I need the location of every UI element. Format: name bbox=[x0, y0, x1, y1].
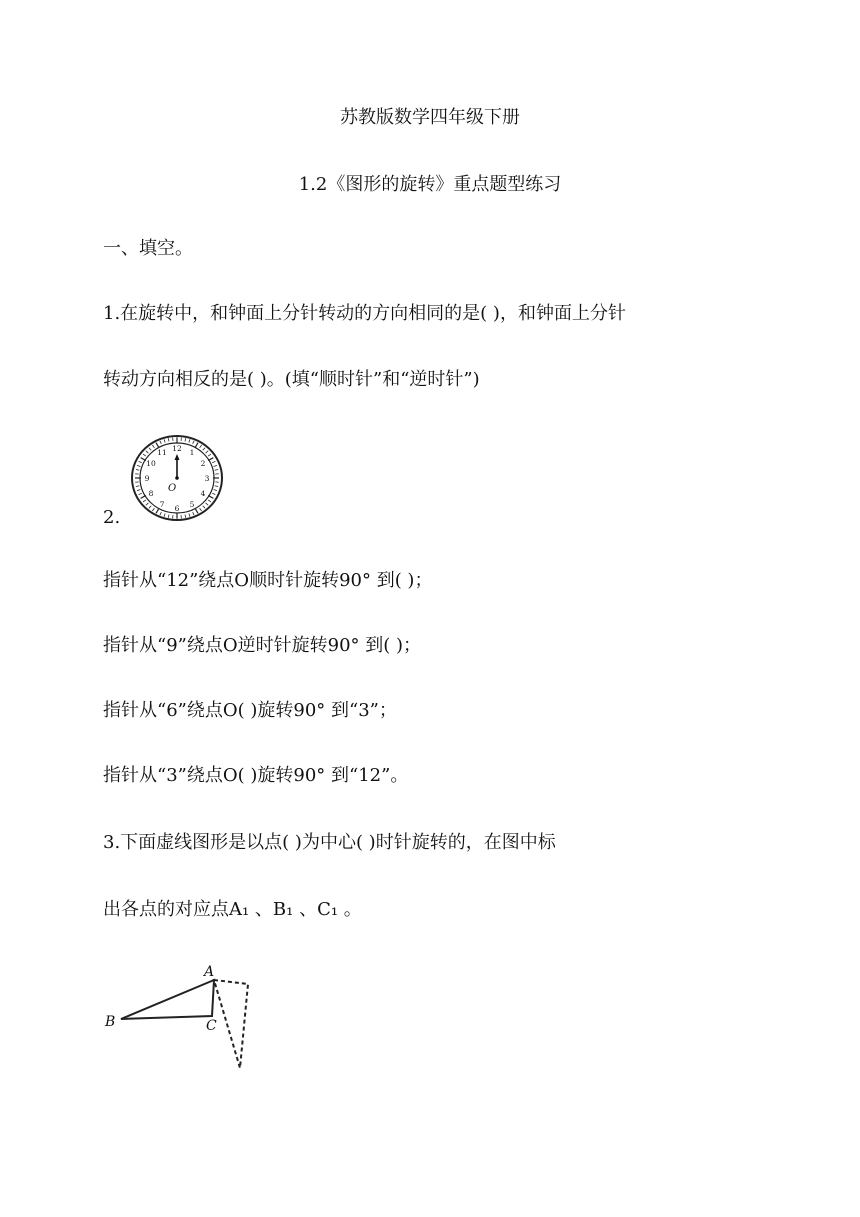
point-b-label: B bbox=[105, 1014, 116, 1030]
question-2-number: 2. bbox=[103, 507, 121, 528]
clock-tick bbox=[195, 508, 198, 513]
clock-center-dot bbox=[175, 476, 179, 480]
rotated-dashed-triangle bbox=[214, 980, 248, 1068]
question-1-line-1: 1.在旋转中，和钟面上分针转动的方向相同的是( )，和钟面上分针 bbox=[103, 303, 626, 324]
clock-tick bbox=[189, 514, 190, 517]
clock-tick bbox=[136, 486, 139, 487]
question-2-line-1: 指针从“12”绕点O顺时针旋转90° 到( )； bbox=[103, 570, 433, 591]
clock-tick bbox=[141, 458, 146, 461]
clock-number: 3 bbox=[204, 474, 210, 483]
clock-tick bbox=[214, 465, 217, 466]
clock-tick bbox=[141, 495, 146, 498]
clock-tick bbox=[185, 438, 186, 441]
clock-tick bbox=[215, 470, 218, 471]
clock-tick bbox=[136, 470, 139, 471]
clock-tick bbox=[189, 439, 190, 442]
clock-tick bbox=[215, 486, 218, 487]
clock-tick bbox=[203, 448, 205, 451]
clock-number: 5 bbox=[189, 499, 195, 509]
clock-tick bbox=[160, 441, 161, 444]
clock-tick bbox=[143, 454, 146, 456]
clock-tick bbox=[152, 445, 154, 448]
clock-tick bbox=[193, 512, 194, 515]
clock-tick bbox=[200, 445, 202, 448]
clock-tick bbox=[137, 465, 140, 466]
clock-tick bbox=[208, 458, 213, 461]
clock-tick bbox=[143, 500, 146, 502]
clock-number: 11 bbox=[157, 448, 167, 458]
point-c-label: C bbox=[206, 1018, 217, 1034]
clock-hand-arrowhead bbox=[175, 454, 180, 460]
clock-tick bbox=[200, 508, 202, 511]
clock-number: 6 bbox=[174, 504, 180, 513]
clock-number: 7 bbox=[159, 499, 165, 509]
clock-tick bbox=[195, 443, 198, 448]
clock-tick bbox=[208, 500, 211, 502]
clock-tick bbox=[212, 461, 215, 462]
clock-tick bbox=[206, 451, 209, 453]
clock-tick bbox=[149, 448, 151, 451]
clock-tick bbox=[139, 493, 142, 494]
document-title: 苏教版数学四年级下册 bbox=[340, 107, 520, 128]
document-subtitle: 1.2《图形的旋转》重点题型练习 bbox=[298, 174, 562, 195]
question-2-line-2: 指针从“9”绕点O逆时针旋转90° 到( )； bbox=[103, 635, 422, 656]
clock-tick bbox=[208, 454, 211, 456]
question-1-line-2: 转动方向相反的是( )。(填“顺时针”和“逆时针”) bbox=[103, 369, 480, 390]
clock-tick bbox=[149, 506, 151, 509]
clock-tick bbox=[206, 503, 209, 505]
clock-tick bbox=[156, 508, 159, 513]
clock-tick bbox=[156, 443, 159, 448]
clock-tick bbox=[139, 461, 142, 462]
clock-number: 2 bbox=[200, 459, 206, 468]
clock-tick bbox=[137, 490, 140, 491]
clock-face-figure bbox=[130, 434, 224, 522]
clock-number: 4 bbox=[200, 489, 206, 498]
clock-tick bbox=[168, 438, 169, 441]
point-a-label: A bbox=[204, 964, 215, 980]
clock-tick bbox=[193, 441, 194, 444]
clock-tick bbox=[185, 515, 186, 518]
clock-tick bbox=[164, 439, 165, 442]
clock-tick bbox=[160, 512, 161, 515]
clock-tick bbox=[203, 506, 205, 509]
section-heading: 一、填空。 bbox=[103, 238, 193, 259]
clock-number: 12 bbox=[172, 444, 182, 453]
rotation-triangle-figure bbox=[100, 960, 260, 1075]
clock-tick bbox=[164, 514, 165, 517]
clock-tick bbox=[168, 515, 169, 518]
question-3-line-2: 出各点的对应点A₁ 、B₁ 、C₁ 。 bbox=[103, 899, 362, 920]
clock-number: 1 bbox=[189, 448, 195, 458]
original-triangle bbox=[121, 980, 214, 1019]
clock-number: 9 bbox=[144, 474, 150, 483]
clock-tick bbox=[208, 495, 213, 498]
clock-tick bbox=[146, 503, 149, 505]
clock-tick bbox=[214, 490, 217, 491]
clock-tick bbox=[152, 508, 154, 511]
clock-tick bbox=[212, 493, 215, 494]
question-2-line-4: 指针从“3”绕点O( )旋转90° 到“12”。 bbox=[103, 765, 409, 786]
question-3-line-1: 3.下面虚线图形是以点( )为中心( )时针旋转的，在图中标 bbox=[103, 832, 556, 853]
clock-tick bbox=[146, 451, 149, 453]
clock-number: 8 bbox=[148, 489, 154, 498]
clock-number: 10 bbox=[146, 459, 156, 468]
question-2-line-3: 指针从“6”绕点O( )旋转90° 到“3”； bbox=[103, 700, 397, 721]
clock-center-label: O bbox=[168, 483, 177, 494]
